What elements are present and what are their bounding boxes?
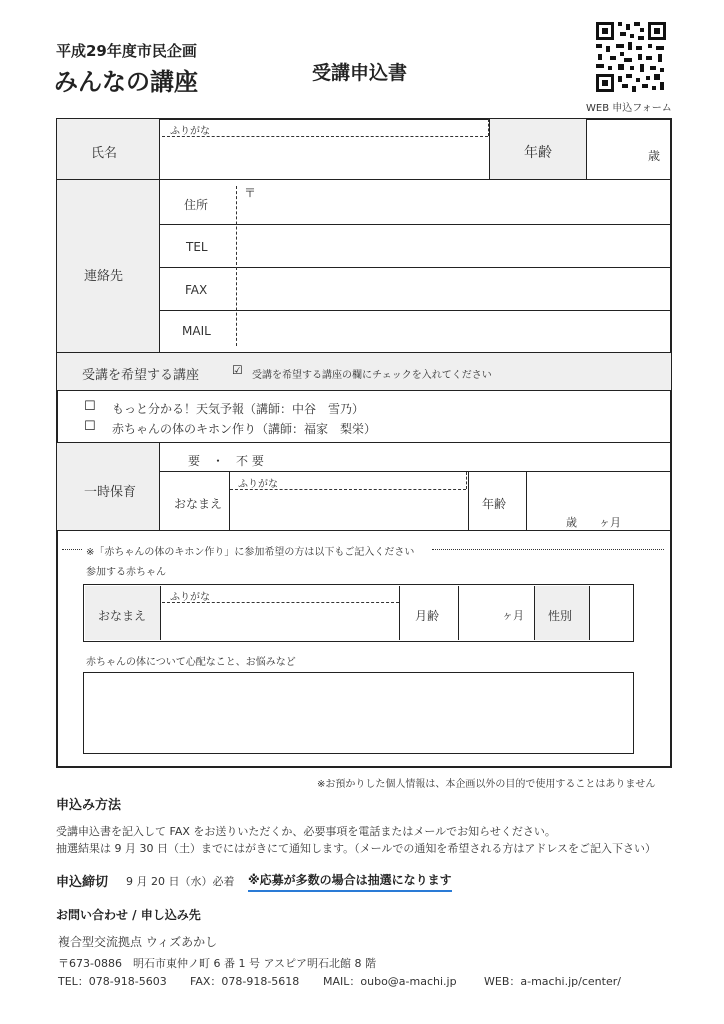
childcare-name-label: おなまえ <box>174 497 223 511</box>
childcare-name-vline <box>229 472 230 531</box>
baby-sex-label: 性別 <box>548 609 573 623</box>
fax-label: FAX <box>185 283 208 297</box>
form-title: 受講申込書 <box>312 62 408 84</box>
course-checkbox-weather[interactable]: ☐ <box>84 399 96 414</box>
mail-label: MAIL <box>182 324 211 338</box>
childcare-age-units: 歳 ヶ月 <box>566 516 621 529</box>
course-check-icon: ☑ <box>232 363 243 377</box>
baby-furigana-label: ふりがな <box>170 592 210 603</box>
row-divider-5 <box>57 530 671 531</box>
address-label: 住所 <box>184 198 209 212</box>
method-line-2: 抽選結果は 9 月 30 日（土）までにはがきにて通知します。（メールでの通知を希望される方はアドレスをご記入下さい） <box>56 842 657 855</box>
row-divider-3 <box>57 390 671 391</box>
privacy-note: ※お預かりした個人情報は、本企画以外の目的で使用することはありません <box>317 779 656 790</box>
contact-heading: お問い合わせ / 申し込み先 <box>56 908 201 922</box>
deadline-date: 9 月 20 日（水）必着 <box>126 875 235 888</box>
course-label: 受講を希望する講座 <box>82 368 200 383</box>
name-furigana-label: ふりがな <box>170 126 210 137</box>
address-input[interactable] <box>238 181 670 224</box>
baby-note-divider-left <box>62 549 82 550</box>
contact-dashed-divider <box>236 186 237 346</box>
age-label: 年齢 <box>524 145 552 161</box>
contact-org: 複合型交流拠点 ウィズあかし <box>58 935 218 949</box>
childcare-furigana-label: ふりがな <box>238 479 278 490</box>
deadline-label: 申込締切 <box>56 875 109 890</box>
baby-note: ※「赤ちゃんの体のキホン作り」に参加希望の方は以下もご記入ください <box>86 547 415 558</box>
series-title: みんなの講座 <box>54 68 198 96</box>
childcare-furigana-divider-v <box>466 472 467 489</box>
course-checkbox-baby[interactable]: ☐ <box>84 419 96 434</box>
qr-code[interactable] <box>594 20 668 94</box>
age-unit: 歳 <box>648 149 661 163</box>
childcare-age-vline-left <box>468 472 469 531</box>
childcare-name-input[interactable] <box>231 491 466 530</box>
mail-input[interactable] <box>238 311 670 352</box>
course-instruction: 受講を希望する講座の欄にチェックを入れてください <box>252 370 492 381</box>
baby-furigana-divider <box>162 602 399 603</box>
childcare-label: 一時保育 <box>84 485 137 500</box>
baby-heading: 参加する赤ちゃん <box>86 567 166 578</box>
tel-label: TEL <box>186 240 208 254</box>
deadline-lottery: ※応募が多数の場合は抽選になります <box>248 871 452 892</box>
tel-input[interactable] <box>238 225 670 267</box>
contact-fax: FAX：078-918-5618 <box>190 975 300 988</box>
name-furigana-divider <box>162 136 488 137</box>
method-heading: 申込み方法 <box>56 798 122 813</box>
contact-tel[interactable]: TEL：078-918-5603 <box>58 975 167 988</box>
baby-note-divider-right <box>432 549 664 550</box>
childcare-furigana-divider <box>230 489 466 490</box>
contact-mail[interactable]: MAIL：oubo@a-machi.jp <box>323 975 457 988</box>
course-weather: もっと分かる！天気予報（講師：中谷 雪乃） <box>112 402 365 416</box>
baby-month-label: 月齢 <box>415 609 440 623</box>
contact-label: 連絡先 <box>84 269 124 284</box>
method-line-1: 受講申込書を記入して FAX をお送りいただくか、必要事項を電話またはメールでお知らせください。 <box>56 825 556 838</box>
name-label: 氏名 <box>91 146 118 161</box>
childcare-options[interactable]: 要 ・ 不 要 <box>188 454 264 468</box>
baby-month-unit: ヶ月 <box>502 609 524 622</box>
postal-mark: 〒 <box>244 186 257 200</box>
baby-sex-input[interactable] <box>591 586 632 640</box>
baby-name-input[interactable] <box>163 604 398 640</box>
baby-month-vline-left <box>399 586 400 640</box>
concerns-textarea[interactable] <box>83 672 634 754</box>
series-line: 平成29年度市民企画 <box>56 42 197 60</box>
contact-web[interactable]: WEB：a-machi.jp/center/ <box>484 975 621 988</box>
concerns-label: 赤ちゃんの体について心配なこと、お悩みなど <box>86 657 296 668</box>
baby-name-label: おなまえ <box>98 609 147 623</box>
name-input[interactable] <box>162 138 488 178</box>
qr-caption: WEB 申込フォーム <box>586 103 672 114</box>
course-baby: 赤ちゃんの体のキホン作り（講師：福家 梨栄） <box>112 422 377 436</box>
fax-input[interactable] <box>238 268 670 310</box>
childcare-age-label: 年齢 <box>482 497 507 511</box>
contact-address: 〒673-0886 明石市東仲ノ町 6 番 1 号 アスピア明石北館 8 階 <box>58 957 376 970</box>
